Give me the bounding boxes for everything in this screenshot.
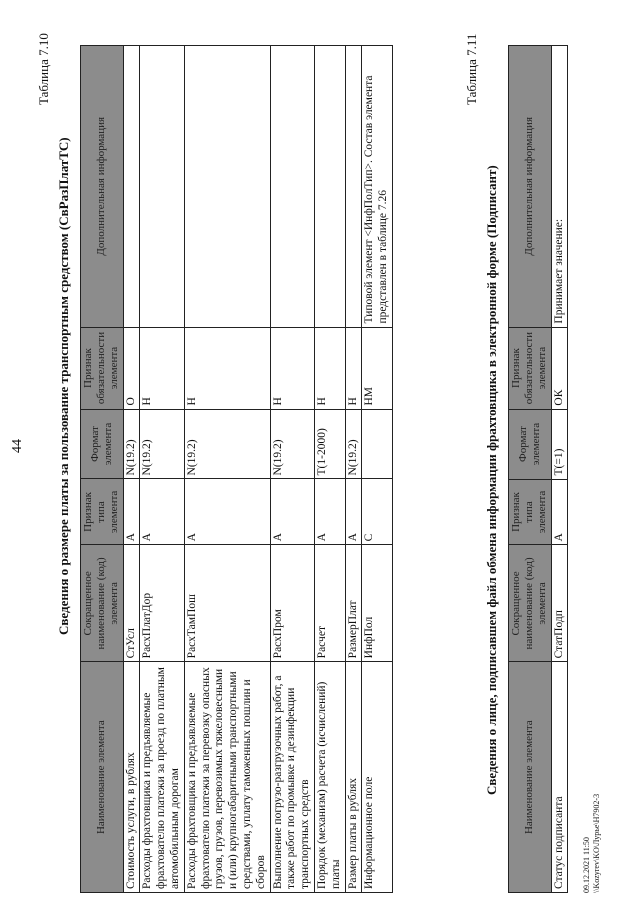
cell: Выполнение погрузо-разгрузочных работ, а также работ по промывке и дезинфекции транспортных средств <box>270 662 314 893</box>
cell: Н <box>314 327 345 409</box>
cell: Размер платы в рублях <box>345 662 362 893</box>
cell: Информационное поле <box>362 662 393 893</box>
table-row <box>551 46 568 893</box>
cell: Т(=1) <box>551 409 568 479</box>
cell <box>184 46 270 328</box>
table2-header: Дополнительная информация <box>509 46 552 328</box>
cell <box>314 46 345 328</box>
table-row <box>345 46 362 893</box>
cell: А <box>270 479 314 545</box>
table2-header: Формат элемента <box>509 409 552 479</box>
table1-header: Формат элемента <box>81 409 124 479</box>
cell: А <box>314 479 345 545</box>
cell <box>270 46 314 328</box>
table1-header: Наименование элемента <box>81 662 124 893</box>
table1-caption: Сведения о размере платы за пользование транспортным средством (СвРазПлатТС) <box>56 137 71 635</box>
cell: N(19.2) <box>270 409 314 479</box>
cell: А <box>140 479 184 545</box>
cell: СтатПодп <box>551 545 568 662</box>
table1-label: Таблица 7.10 <box>36 33 51 105</box>
page-number: 44 <box>10 439 25 453</box>
table-row <box>314 46 345 893</box>
cell: Н <box>140 327 184 409</box>
cell: РасхПлатДор <box>140 545 184 662</box>
table1-header: Сокращенное наименование (код) элемента <box>81 545 124 662</box>
cell <box>345 46 362 328</box>
table1 <box>80 45 393 893</box>
table2-header: Признак обязательности элемента <box>509 327 552 409</box>
cell: А <box>123 479 140 545</box>
table2-header: Сокращенное наименование (код) элемента <box>509 545 552 662</box>
cell: Н <box>345 327 362 409</box>
cell: НМ <box>362 327 393 409</box>
cell: Статус подписанта <box>551 662 568 893</box>
cell: ОК <box>551 327 568 409</box>
cell: ИнфПол <box>362 545 393 662</box>
cell: Типовой элемент <ИнфПолТип>. Состав элемента представлен в таблице 7.26 <box>362 46 393 328</box>
table2 <box>508 45 568 893</box>
cell: Т(1-2000) <box>314 409 345 479</box>
cell: Порядок (механизм) расчета (исчислений) платы <box>314 662 345 893</box>
cell: РасхТамПош <box>184 545 270 662</box>
cell: Н <box>270 327 314 409</box>
cell: А <box>184 479 270 545</box>
table-row <box>123 46 140 893</box>
table2-header: Признак типа элемента <box>509 479 552 545</box>
table1-header: Дополнительная информация <box>81 46 124 328</box>
table-row <box>184 46 270 893</box>
cell: Принимает значение: <box>551 46 568 328</box>
cell: Стоимость услуги, в рублях <box>123 662 140 893</box>
cell: Расходы фрахтовщика и предъявляемые фрахтователю платежи за проезд по платным автомобильным дорогам <box>140 662 184 893</box>
cell: РазмерПлат <box>345 545 362 662</box>
cell: N(19.2) <box>140 409 184 479</box>
cell <box>140 46 184 328</box>
cell: С <box>362 479 393 545</box>
footnote-line: 09.12.2021 11:50 <box>582 837 591 893</box>
cell: Расходы фрахтовщика и предъявляемые фрахтователю платежи за перевозку опасных грузов, грузов, перевозимых тяжеловесными и (или) крупногабаритными транспортными средствами, уплату таможенных пошлин и сборов <box>184 662 270 893</box>
table2-label: Таблица 7.11 <box>464 33 479 105</box>
footnote <box>582 794 601 893</box>
table-row <box>270 46 314 893</box>
cell: Расчет <box>314 545 345 662</box>
cell: СтУсл <box>123 545 140 662</box>
cell: N(19.2) <box>123 409 140 479</box>
cell: N(19.2) <box>345 409 362 479</box>
cell: А <box>551 479 568 545</box>
cell: N(19.2) <box>184 409 270 479</box>
table1-header: Признак обязательности элемента <box>81 327 124 409</box>
cell <box>123 46 140 328</box>
cell: РасхПром <box>270 545 314 662</box>
cell <box>362 409 393 479</box>
cell: А <box>345 479 362 545</box>
table2-caption: Сведения о лице, подписавшем файл обмена информации фрахтовщика в электронной форме (Подписант) <box>484 165 499 795</box>
cell: О <box>123 327 140 409</box>
table-row <box>362 46 393 893</box>
footnote-line: \\Kozyrev\KO\Лурье\Н7902-3 <box>591 793 601 893</box>
table-row <box>140 46 184 893</box>
table2-header: Наименование элемента <box>509 662 552 893</box>
table1-header: Признак типа элемента <box>81 479 124 545</box>
cell: Н <box>184 327 270 409</box>
